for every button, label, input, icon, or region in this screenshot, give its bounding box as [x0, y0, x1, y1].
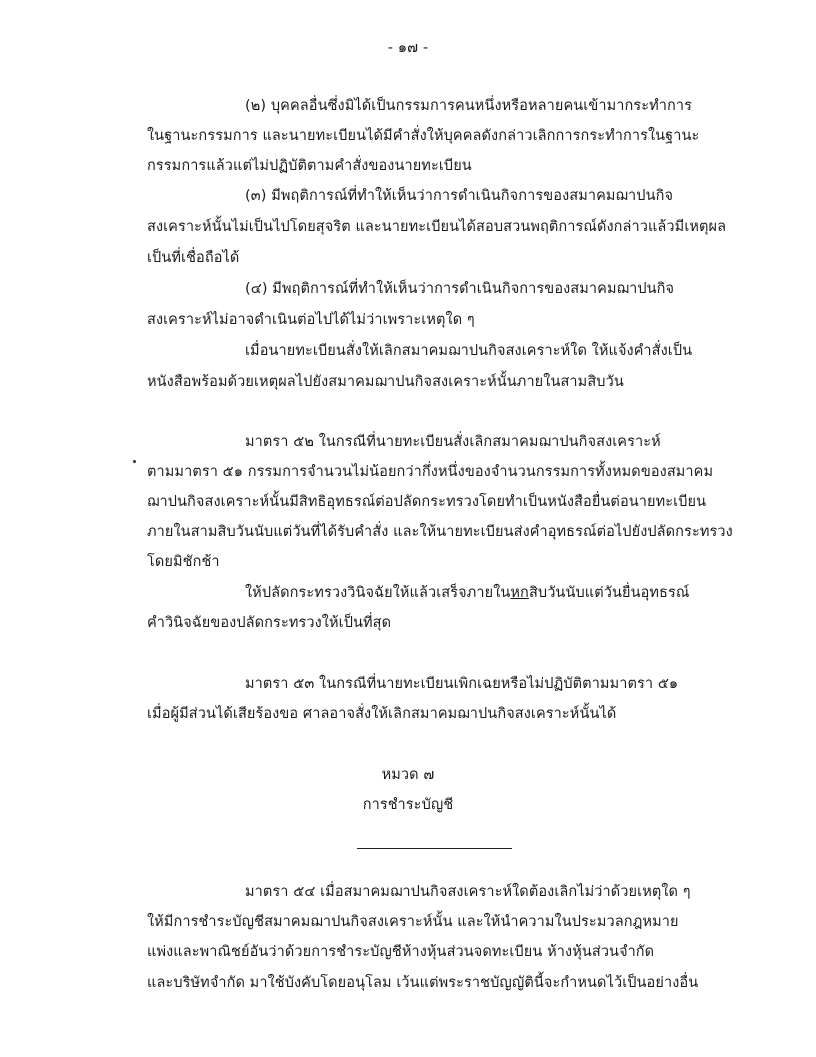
chapter-title: การชำระบัญชี: [362, 797, 454, 813]
item-3-line-1: (๓) มีพฤติการณ์ที่ทำให้เห็นว่าการดำเนินกิจการของสมาคมฌาปนกิจ: [245, 188, 674, 204]
item-3-line-3: เป็นที่เชื่อถือได้: [147, 250, 240, 266]
section-54-line-1: มาตรา ๕๔ เมื่อสมาคมฌาปนกิจสงเคราะห์ใดต้องเลิกไม่ว่าด้วยเหตุใด ๆ: [245, 884, 691, 900]
notice-line-1: เมื่อนายทะเบียนสั่งให้เลิกสมาคมฌาปนกิจสงเคราะห์ใด ให้แจ้งคำสั่งเป็น: [245, 343, 693, 359]
section-52-line-1: มาตรา ๕๒ ในกรณีที่นายทะเบียนสั่งเลิกสมาคมฌาปนกิจสงเคราะห์: [245, 434, 661, 450]
section-52-line-3: ฌาปนกิจสงเคราะห์นั้นมีสิทธิอุทธรณ์ต่อปลัดกระทรวงโดยทำเป็นหนังสือยื่นต่อนายทะเบียน: [147, 494, 707, 510]
section-52-handwritten-correction: หก: [510, 585, 529, 601]
section-52-para-2-text-c: สิบวันนับแต่วันยื่นอุทธรณ์: [528, 585, 690, 601]
chapter-divider: [357, 848, 512, 849]
item-2-line-1: (๒) บุคคลอื่นซึ่งมิได้เป็นกรรมการคนหนึ่งหรือหลายคนเข้ามากระทำการ: [245, 98, 692, 114]
notice-line-2: หนังสือพร้อมด้วยเหตุผลไปยังสมาคมฌาปนกิจสงเคราะห์นั้นภายในสามสิบวัน: [147, 374, 624, 390]
stray-mark: [133, 460, 136, 463]
item-3-line-2: สงเคราะห์นั้นไม่เป็นไปโดยสุจริต และนายทะเบียนได้สอบสวนพฤติการณ์ดังกล่าวแล้วมีเหตุผล: [147, 219, 727, 235]
section-54-line-2: ให้มีการชำระบัญชีสมาคมฌาปนกิจสงเคราะห์นั้น และให้นำความในประมวลกฎหมาย: [147, 914, 679, 930]
section-54-line-4: และบริษัทจำกัด มาใช้บังคับโดยอนุโลม เว้นแต่พระราชบัญญัตินี้จะกำหนดไว้เป็นอย่างอื่น: [147, 975, 699, 991]
section-53-line-1: มาตรา ๕๓ ในกรณีที่นายทะเบียนเพิกเฉยหรือไม่ปฏิบัติตามมาตรา ๕๑: [245, 676, 679, 692]
item-2-line-3: กรรมการแล้วแต่ไม่ปฏิบัติตามคำสั่งของนายทะเบียน: [147, 158, 472, 174]
chapter-number: หมวด ๗: [381, 767, 435, 783]
section-52-line-2: ตามมาตรา ๕๑ กรรมการจำนวนไม่น้อยกว่ากึ่งหนึ่งของจำนวนกรรมการทั้งหมดของสมาคม: [147, 464, 714, 480]
section-53-line-2: เมื่อผู้มีส่วนได้เสียร้องขอ ศาลอาจสั่งให้เลิกสมาคมฌาปนกิจสงเคราะห์นั้นได้: [147, 706, 617, 722]
item-4-line-2: สงเคราะห์ไม่อาจดำเนินต่อไปได้ไม่ว่าเพราะเหตุใด ๆ: [147, 312, 475, 328]
item-4-line-1: (๔) มีพฤติการณ์ที่ทำให้เห็นว่าการดำเนินกิจการของสมาคมฌาปนกิจ: [245, 281, 675, 297]
item-2-line-2: ในฐานะกรรมการ และนายทะเบียนได้มีคำสั่งให้บุคคลดังกล่าวเลิกการกระทำการในฐานะ: [147, 128, 700, 144]
section-52-para-2-line-2: คำวินิจฉัยของปลัดกระทรวงให้เป็นที่สุด: [147, 615, 392, 631]
section-52-line-5: โดยมิชักช้า: [147, 554, 220, 570]
page-number: - ๑๗ -: [387, 40, 429, 56]
section-52-line-4: ภายในสามสิบวันนับแต่วันที่ได้รับคำสั่ง และให้นายทะเบียนส่งคำอุทธรณ์ต่อไปยังปลัดกระทรวง: [147, 524, 733, 540]
section-54-line-3: แพ่งและพาณิชย์อันว่าด้วยการชำระบัญชีห้างหุ้นส่วนจดทะเบียน ห้างหุ้นส่วนจำกัด: [147, 944, 655, 960]
section-52-para-2-text-a: ให้ปลัดกระทรวงวินิจฉัยให้แล้วเสร็จภายใน: [245, 585, 511, 601]
section-52-para-2-line-1: [245, 583, 689, 603]
